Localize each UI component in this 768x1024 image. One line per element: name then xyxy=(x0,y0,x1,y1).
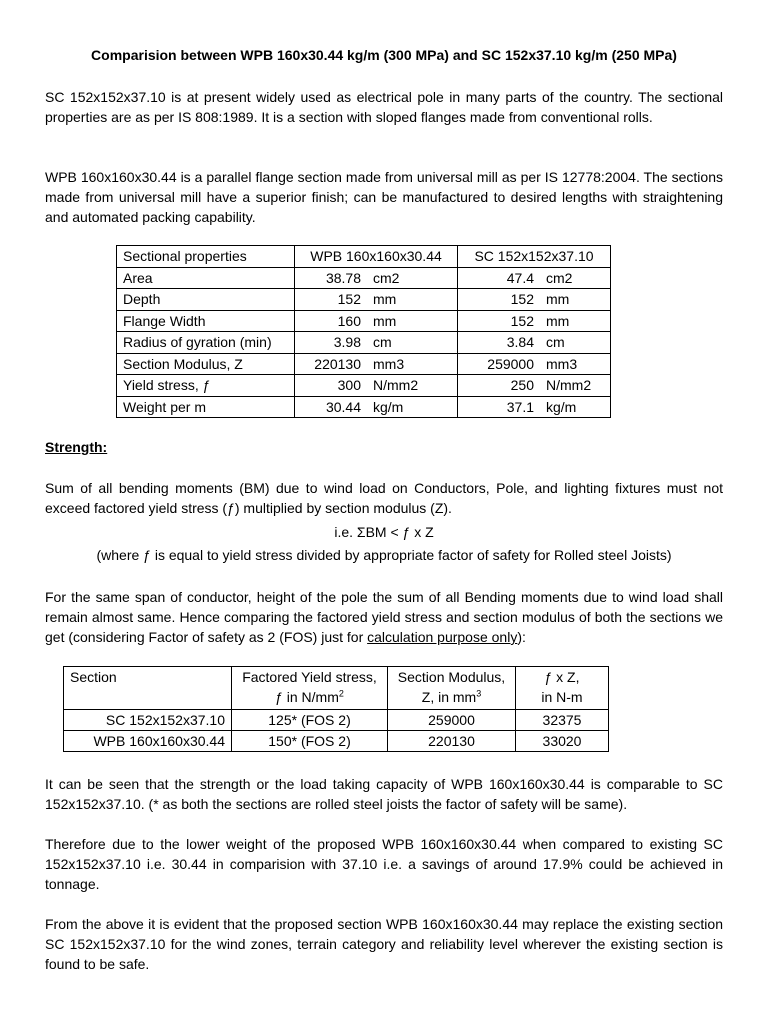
wpb-value: 38.78 xyxy=(295,267,366,289)
formula: i.e. ΣBM < ƒ x Z xyxy=(334,524,434,540)
strength-heading: Strength: xyxy=(45,439,108,455)
table-row xyxy=(117,353,611,375)
sc-unit: cm2 xyxy=(538,267,611,289)
header-fz xyxy=(516,667,609,710)
row-label: Section Modulus, Z xyxy=(117,353,295,375)
wpb-unit: mm xyxy=(365,310,458,332)
sc-unit: mm xyxy=(538,310,611,332)
wpb-value: 220130 xyxy=(295,353,366,375)
table-row xyxy=(64,731,609,752)
bending-moment-paragraph: Sum of all bending moments (BM) due to wind load on Conductors, Pole, and lighting fixtures must not exceed factored yield stress (ƒ) multiplied by section modulus (Z). xyxy=(45,480,723,516)
sc-unit: mm3 xyxy=(538,353,611,375)
header-fz-line1: ƒ x Z, xyxy=(544,669,580,685)
row-label: Depth xyxy=(117,289,295,311)
document-title: Comparision between WPB 160x30.44 kg/m (300 MPa) and SC 152x37.10 kg/m (250 MPa) xyxy=(91,47,677,63)
table-row xyxy=(117,289,611,311)
sc-value: 3.84 xyxy=(458,332,539,354)
sectional-properties-table xyxy=(116,245,611,418)
strength-conclusion-paragraph: It can be seen that the strength or the load taking capacity of WPB 160x160x30.44 is comparable to SC 152x152x37.10. (* as both the sections are rolled steel joists the factor of safety will be same). xyxy=(45,776,723,812)
wpb-value: 160 xyxy=(295,310,366,332)
table-row xyxy=(117,396,611,418)
wpb-unit: mm xyxy=(365,289,458,311)
header-fy-sup: 2 xyxy=(338,688,344,699)
header-fy-line1: Factored Yield stress, xyxy=(242,669,377,685)
strength-comparison-table xyxy=(63,666,609,752)
table-row xyxy=(64,710,609,731)
row-fy: 125* (FOS 2) xyxy=(232,710,388,731)
header-sc: SC 152x152x37.10 xyxy=(458,246,611,268)
wpb-value: 3.98 xyxy=(295,332,366,354)
header-section: Section xyxy=(64,667,232,710)
sc-unit: kg/m xyxy=(538,396,611,418)
wpb-unit: kg/m xyxy=(365,396,458,418)
row-label: Area xyxy=(117,267,295,289)
savings-paragraph: Therefore due to the lower weight of the proposed WPB 160x160x30.44 when compared to existing SC 152x152x37.10 i.e. 30.44 in comparision with 37.10 i.e. a savings of around 17.9% could be achieved in tonnage. xyxy=(45,836,723,892)
header-z-line2 xyxy=(394,687,509,707)
wpb-unit: cm xyxy=(365,332,458,354)
row-section: SC 152x152x37.10 xyxy=(64,710,232,731)
sc-unit: mm xyxy=(538,289,611,311)
comparison-paragraph xyxy=(45,587,723,647)
row-label: Radius of gyration (min) xyxy=(117,332,295,354)
row-fz: 32375 xyxy=(516,710,609,731)
table-header-row xyxy=(64,667,609,710)
header-fy-line2 xyxy=(238,687,381,707)
header-z-line1: Section Modulus, xyxy=(397,669,506,685)
final-conclusion-paragraph: From the above it is evident that the proposed section WPB 160x160x30.44 may replace the existing section SC 152x152x37.10 for the wind zones, terrain category and reliability level wherever the existing section is found to be safe. xyxy=(45,916,723,972)
sc-value: 37.1 xyxy=(458,396,539,418)
sc-value: 47.4 xyxy=(458,267,539,289)
row-z: 259000 xyxy=(388,710,516,731)
comparison-text: For the same span of conductor, height of the pole the sum of all Bending moments due to wind load shall remain almost same. Hence comparing the factored yield stress and section modulus of both the sections we get (considering Factor of safety as 2 (FOS) just for xyxy=(45,589,723,645)
intro-paragraph-wpb: WPB 160x160x30.44 is a parallel flange section made from universal mill as per IS 12778:2004. The sections made from universal mill have a superior finish; can be manufactured to desired lengths with straightening and automated packing capability. xyxy=(45,169,723,225)
header-fy-text: ƒ in N/mm xyxy=(275,689,339,705)
header-fz-line2: in N-m xyxy=(541,689,583,705)
header-z-text: Z, in mm xyxy=(421,689,477,705)
formula-note: (where ƒ is equal to yield stress divided by appropriate factor of safety for Rolled steel Joists) xyxy=(96,547,672,563)
wpb-unit: N/mm2 xyxy=(365,375,458,397)
sc-value: 250 xyxy=(458,375,539,397)
table-header-row xyxy=(117,246,611,268)
header-section-modulus xyxy=(388,667,516,710)
comparison-text-end: ): xyxy=(517,629,526,645)
intro-paragraph-sc: SC 152x152x37.10 is at present widely used as electrical pole in many parts of the country. The sectional properties are as per IS 808:1989. It is a section with sloped flanges made from conventional rolls. xyxy=(45,89,723,125)
row-section: WPB 160x160x30.44 xyxy=(64,731,232,752)
header-z-sup: 3 xyxy=(476,688,482,699)
row-label: Weight per m xyxy=(117,396,295,418)
table-row xyxy=(117,375,611,397)
header-wpb: WPB 160x160x30.44 xyxy=(295,246,458,268)
table-row xyxy=(117,267,611,289)
wpb-unit: cm2 xyxy=(365,267,458,289)
row-label: Yield stress, ƒ xyxy=(117,375,295,397)
wpb-value: 152 xyxy=(295,289,366,311)
header-factored-yield xyxy=(232,667,388,710)
sc-value: 152 xyxy=(458,289,539,311)
row-fy: 150* (FOS 2) xyxy=(232,731,388,752)
sc-unit: cm xyxy=(538,332,611,354)
wpb-unit: mm3 xyxy=(365,353,458,375)
sc-unit: N/mm2 xyxy=(538,375,611,397)
wpb-value: 30.44 xyxy=(295,396,366,418)
wpb-value: 300 xyxy=(295,375,366,397)
header-sectional-properties: Sectional properties xyxy=(117,246,295,268)
sc-value: 152 xyxy=(458,310,539,332)
calculation-purpose-text: calculation purpose only xyxy=(367,629,518,645)
row-label: Flange Width xyxy=(117,310,295,332)
table-row xyxy=(117,310,611,332)
row-z: 220130 xyxy=(388,731,516,752)
sc-value: 259000 xyxy=(458,353,539,375)
row-fz: 33020 xyxy=(516,731,609,752)
table-row xyxy=(117,332,611,354)
